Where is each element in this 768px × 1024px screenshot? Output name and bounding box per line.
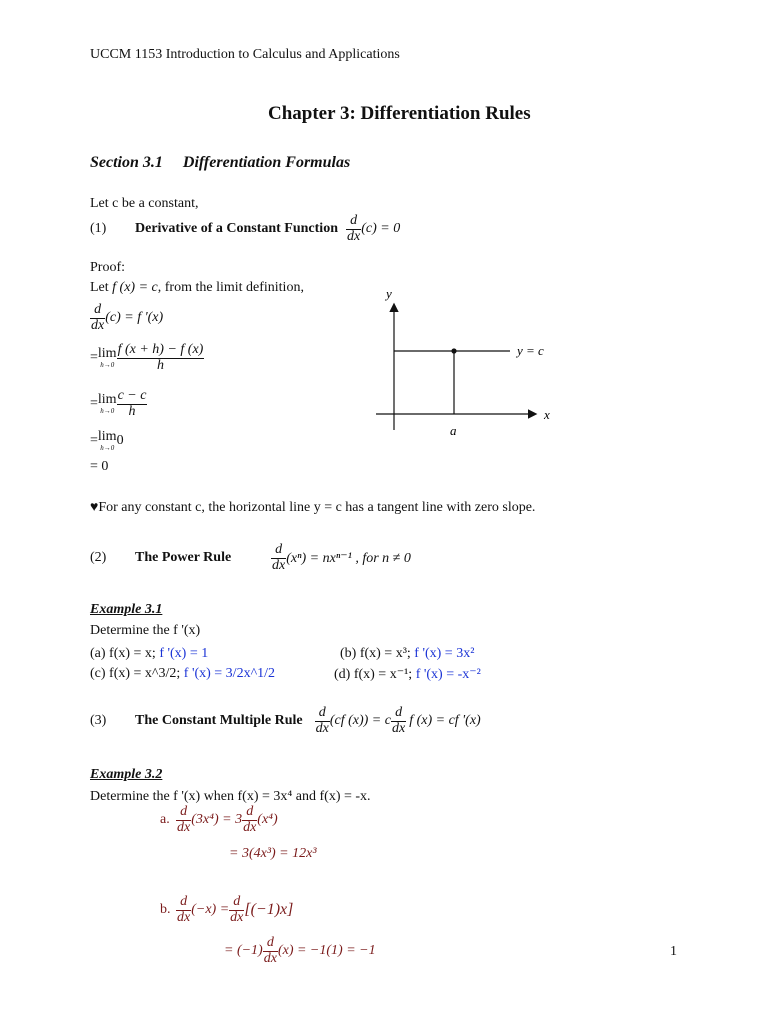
proof-let-fx: f (x) = c <box>112 280 158 295</box>
limit-operator: lim h→0 <box>97 429 117 452</box>
example31-title: Example 3.1 <box>90 602 163 617</box>
proof-line5: = 0 <box>90 459 109 474</box>
d-dx-fraction: $\frac{d}{dx}$ <box>347 213 361 244</box>
d-dx-fraction: $\frac{d}{dx}$ <box>91 302 105 333</box>
proof-line2: = lim h→0 $\frac{f (x + h) - f (x)}{h}$ <box>90 342 204 373</box>
proof-line4-value: 0 <box>116 433 124 448</box>
proof-line1 <box>90 303 163 333</box>
example31-a-question: (a) f(x) = x; <box>90 646 156 661</box>
example31-c <box>90 666 275 682</box>
proof-let-prefix: Let <box>90 280 109 295</box>
example32-a-line2: = 3(4x³) = 12x³ <box>229 846 317 861</box>
rule3-formula-rhs: f (x) = cf '(x) <box>409 713 481 729</box>
example31-a-answer: f '(x) = 1 <box>159 646 209 661</box>
difference-quotient: $\frac{f (x + h) - f (x)}{h}$ <box>117 342 204 373</box>
example32-b-label: b. <box>160 902 171 918</box>
example31-b <box>340 646 474 662</box>
example32-b-line2-rhs: (x) = −1(1) = −1 <box>277 943 376 959</box>
d-dx-fraction: $\frac{d}{dx}$ <box>263 935 277 966</box>
section-heading <box>90 154 350 172</box>
page-number: 1 <box>670 944 677 959</box>
y-axis-label: y <box>386 286 392 301</box>
d-dx-fraction: $\frac{d}{dx}$ <box>391 705 406 736</box>
proof-let-suffix: , from the limit definition, <box>157 280 304 295</box>
d-dx-fraction: $\frac{d}{dx}$ <box>243 804 257 835</box>
tangent-note: ♥For any constant c, the horizontal line y = c has a tangent line with zero slope. <box>90 500 536 515</box>
rule1-number: (1) <box>90 221 107 237</box>
limit-operator: lim h→0 <box>97 392 117 416</box>
example32-a-label: a. <box>160 812 170 828</box>
example31-b-question: (b) f(x) = x³; <box>340 646 411 661</box>
example31-d <box>334 666 481 683</box>
example31-b-answer: f '(x) = 3x² <box>414 646 475 661</box>
d-dx-fraction: $\frac{d}{dx}$ <box>315 705 329 736</box>
section-title: Differentiation Formulas <box>182 154 351 171</box>
limit-operator: lim h→0 <box>97 346 117 370</box>
example32-b-line2-pre: = (−1) <box>224 943 263 959</box>
example32-b-line2 <box>224 936 376 966</box>
rule2 <box>90 543 411 573</box>
intro-text: Let c be a constant, <box>90 196 199 211</box>
example32-b-line1 <box>160 895 293 925</box>
rule1-formula: (c) = 0 <box>361 221 401 237</box>
point-label: a <box>450 423 457 438</box>
example32-b-rhs: [(−1)x] <box>244 901 294 919</box>
example32-a-line1 <box>160 805 278 835</box>
rule2-number: (2) <box>90 550 107 566</box>
example32-title: Example 3.2 <box>90 767 163 782</box>
proof-line1-rhs: (c) = f '(x) <box>105 310 164 326</box>
d-dx-fraction: $\frac{d}{dx}$ <box>272 542 286 573</box>
example31-d-question: (d) f(x) = x⁻¹; <box>334 667 413 682</box>
example31-d-answer: f '(x) = -x⁻² <box>415 667 481 682</box>
d-dx-fraction: $\frac{d}{dx}$ <box>177 804 191 835</box>
d-dx-fraction: $\frac{d}{dx}$ <box>230 894 244 925</box>
example32-prompt: Determine the f '(x) when f(x) = 3x⁴ and f(x) = -x. <box>90 789 371 804</box>
line-label: y = c <box>517 343 544 358</box>
rule1-title: Derivative of a Constant Function <box>135 221 338 237</box>
rule2-formula: (xⁿ) = nxⁿ⁻¹ , for n ≠ 0 <box>286 550 411 566</box>
d-dx-fraction: $\frac{d}{dx}$ <box>177 894 191 925</box>
proof-label: Proof: <box>90 260 125 275</box>
proof-line3: = lim h→0 $\frac{c - c}{h}$ <box>90 388 147 419</box>
constant-quotient: $\frac{c - c}{h}$ <box>117 388 147 419</box>
section-number: Section 3.1 <box>90 154 163 171</box>
example31-c-question: (c) f(x) = x^3/2; <box>90 666 181 681</box>
point-marker <box>451 348 456 353</box>
course-header: UCCM 1153 Introduction to Calculus and Applications <box>90 47 400 62</box>
example32-a-mid: (3x⁴) = 3 <box>191 812 243 828</box>
rule3-formula-mid: (cf (x)) = c <box>329 713 391 729</box>
rule2-title: The Power Rule <box>135 550 232 566</box>
chapter-title: Chapter 3: Differentiation Rules <box>268 103 531 124</box>
constant-function-graph <box>370 285 560 445</box>
example31-prompt: Determine the f '(x) <box>90 623 201 638</box>
rule1 <box>90 214 400 244</box>
rule3-title: The Constant Multiple Rule <box>135 713 303 729</box>
example31-c-answer: f '(x) = 3/2x^1/2 <box>183 666 276 681</box>
rule3 <box>90 706 481 736</box>
x-axis-label: x <box>544 407 550 422</box>
example32-a-rhs: (x⁴) <box>257 812 278 828</box>
example31-a <box>90 646 208 662</box>
proof-line4: = lim h→0 0 <box>90 429 124 452</box>
example32-b-mid: (−x) = <box>191 902 230 918</box>
proof-let-line <box>90 280 304 296</box>
rule3-number: (3) <box>90 713 107 729</box>
